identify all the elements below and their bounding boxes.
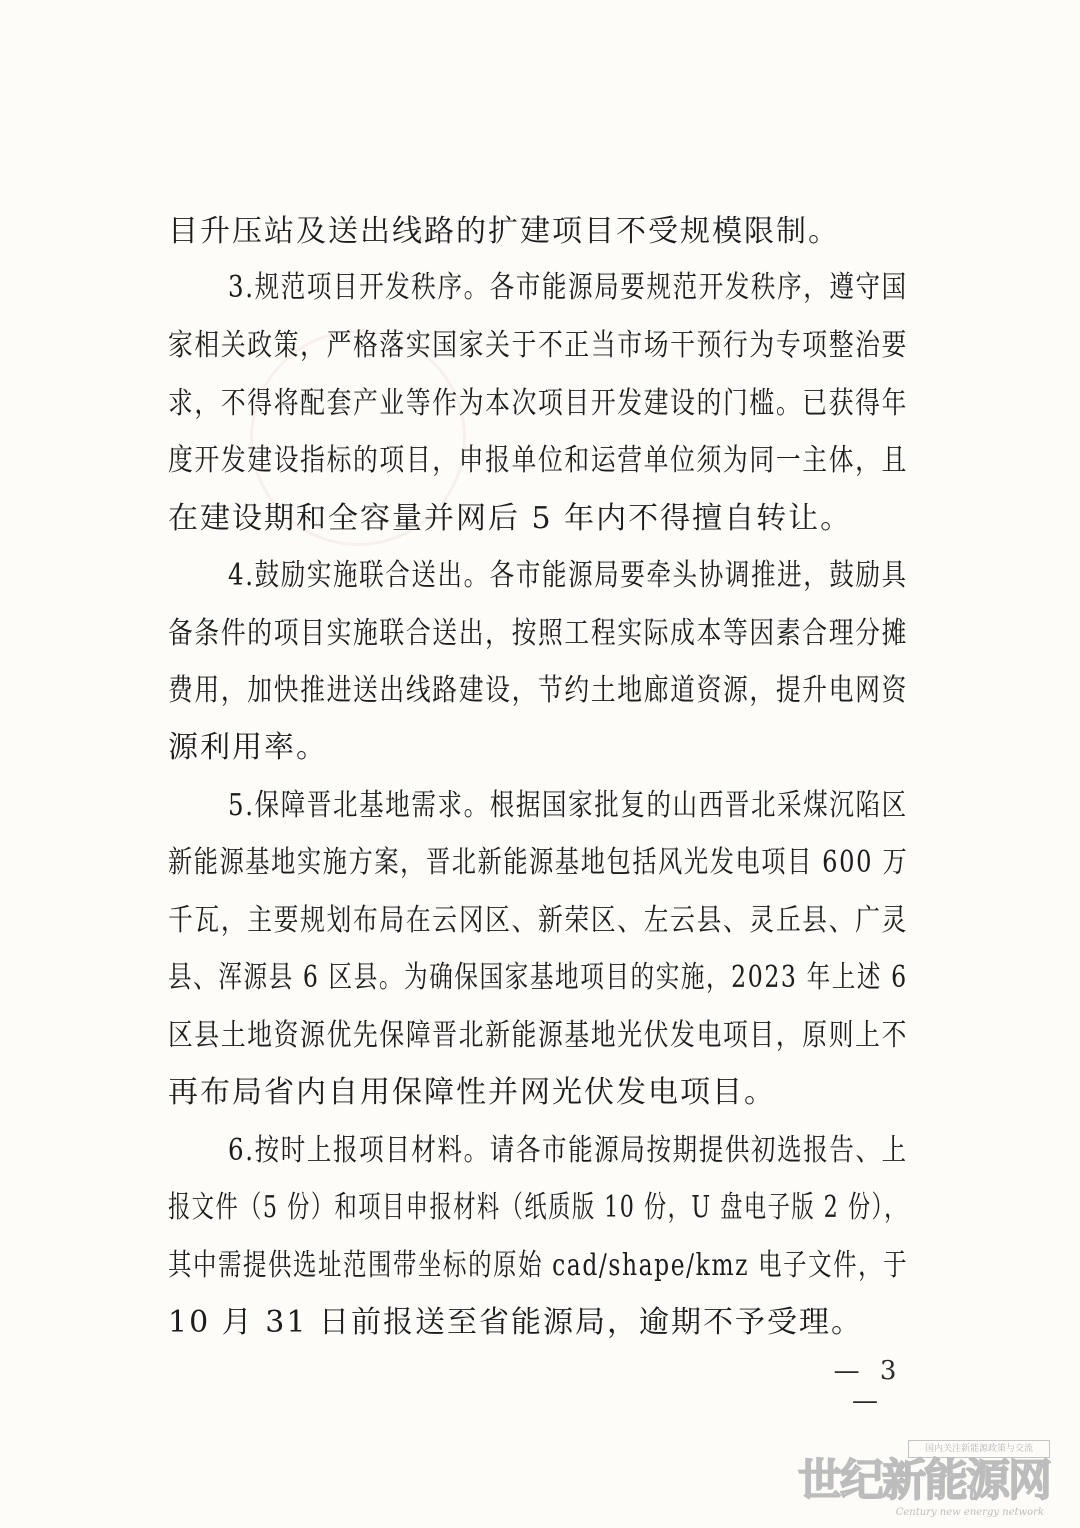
text-line-11: 5.保障晋北基地需求。根据国家批复的山西晋北采煤沉陷区 xyxy=(228,788,908,823)
watermark-title: 世纪新能源网 xyxy=(798,1455,1050,1506)
text-line-13: 千瓦，主要规划布局在云冈区、新荣区、左云县、灵丘县、广灵 xyxy=(168,903,908,938)
text-line-8: 备条件的项目实施联合送出，按照工程实际成本等因素合理分摊 xyxy=(168,616,908,651)
text-line-17: 6.按时上报项目材料。请各市能源局按期提供初选报告、上 xyxy=(228,1133,908,1168)
text-line-5: 度开发建设指标的项目，申报单位和运营单位须为同一主体，且 xyxy=(168,443,908,478)
text-line-9: 费用，加快推进送出线路建设，节约土地廊道资源，提升电网资 xyxy=(168,673,908,708)
text-line-4: 求，不得将配套产业等作为本次项目开发建设的门槛。已获得年 xyxy=(168,386,908,421)
watermark-logo xyxy=(798,1440,1050,1524)
text-line-6: 在建设期和全容量并网后 5 年内不得擅自转让。 xyxy=(168,501,853,536)
watermark-subtitle: Century new energy network xyxy=(895,1507,1044,1518)
text-line-10: 源利用率。 xyxy=(168,730,328,765)
watermark-tagline: 国内关注新能源政策与交流 xyxy=(908,1440,1050,1458)
text-line-19: 其中需提供选址范围带坐标的原始 cad/shape/kmz 电子文件，于 xyxy=(168,1248,909,1283)
text-line-20: 10 月 31 日前报送至省能源局，逾期不予受理。 xyxy=(168,1305,863,1340)
text-line-2: 3.规范项目开发秩序。各市能源局要规范开发秩序，遵守国 xyxy=(228,270,908,305)
text-line-3: 家相关政策，严格落实国家关于不正当市场干预行为专项整治要 xyxy=(168,328,908,363)
text-line-12: 新能源基地实施方案，晋北新能源基地包括风光发电项目 600 万 xyxy=(168,845,909,880)
page-number: — 3 — xyxy=(833,1356,903,1416)
text-line-15: 区县土地资源优先保障晋北新能源基地光伏发电项目，原则上不 xyxy=(168,1018,908,1053)
text-line-18: 报文件（5 份）和项目申报材料（纸质版 10 份，U 盘电子版 2 份）， xyxy=(168,1190,908,1225)
text-line-7: 4.鼓励实施联合送出。各市能源局要牵头协调推进，鼓励具 xyxy=(228,558,908,593)
text-line-1: 目升压站及送出线路的扩建项目不受规模限制。 xyxy=(168,214,840,249)
text-line-14: 县、浑源县 6 区县。为确保国家基地项目的实施，2023 年上述 6 xyxy=(168,960,908,995)
text-line-16: 再布局省内自用保障性并网光伏发电项目。 xyxy=(168,1075,776,1110)
